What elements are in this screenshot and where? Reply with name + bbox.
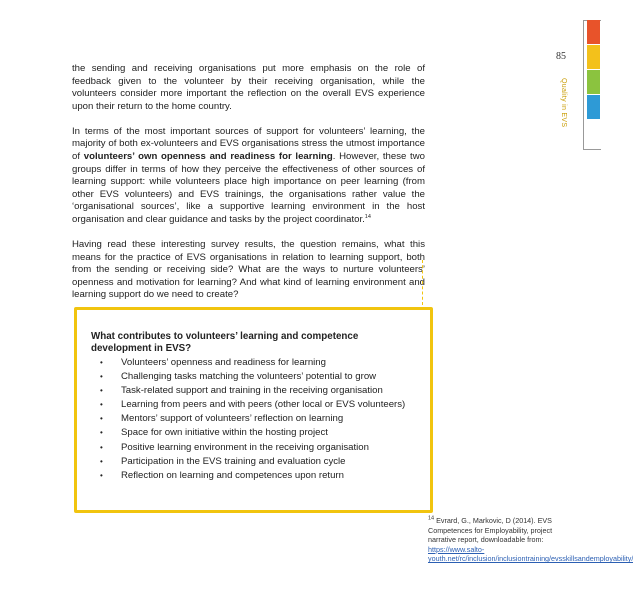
chapter-tab: [587, 95, 600, 119]
bullet-icon: •: [100, 386, 103, 396]
box-title: What contributes to volunteers’ learning and competence development in EVS?: [91, 331, 359, 354]
chapter-tab: [587, 120, 600, 144]
body-text: [72, 63, 425, 314]
footnote-link[interactable]: https://www.salto-youth.net/rc/inclusion/inclusiontraining/evsskillsandemployability/: [428, 544, 633, 564]
box-list-item: [100, 384, 405, 398]
side-label: Quality in EVS: [560, 78, 567, 128]
bullet-icon: •: [100, 400, 103, 410]
bullet-icon: •: [100, 358, 103, 367]
footnote: [428, 515, 633, 564]
footnote-ref[interactable]: 14: [364, 213, 371, 220]
box-list-item-text: Participation in the EVS training and evaluation cycle: [121, 455, 346, 467]
bullet-icon: •: [100, 372, 103, 382]
paragraph-3: Having read these interesting survey results, the question remains, what this means for the practice of EVS organisations in relation to learning support, both from the sending or receiving side? What are the ways to nurture volunteers’ openness and motivation for learning? And what kind of learning environment and learning support do we need to create?: [72, 238, 425, 301]
box-list-item-text: Task-related support and training in the receiving organisation: [121, 385, 383, 397]
bullet-icon: •: [100, 456, 103, 466]
box-list: [100, 356, 405, 483]
box-list-item: [100, 426, 405, 440]
box-list-item-text: Mentors’ support of volunteers’ reflection on learning: [121, 413, 344, 425]
footnote-number: 14: [428, 515, 435, 522]
bullet-icon: •: [100, 414, 103, 424]
box-list-item: [100, 469, 405, 483]
paragraph-2: In terms of the most important sources of support for volunteers’ learning, the majority of both ex-volunteers and EVS organisations stress the utmost importance of volunteers’ own openness and readiness for learning. However, these two groups differ in terms of how they perceive the effectiveness of other sources of learning support: while volunteers place high importance on peer learning (from other EVS volunteers) and EVS trainings, the organisations rather value the ‘organisational sources’, like a supportive learning environment in the host organisation and clear guidance and tasks by the project coordinator.$^{14}$: [72, 125, 425, 225]
box-list-item-text: Volunteers’ openness and readiness for learning: [121, 357, 326, 368]
box-list-item: [100, 455, 405, 469]
box-list-item: [100, 412, 405, 426]
box-list-item-text: Challenging tasks matching the volunteers’ potential to grow: [121, 371, 377, 383]
box-list-item-text: Learning from peers and with peers (other local or EVS volunteers): [121, 399, 406, 411]
box-list-item-text: Reflection on learning and competences upon return: [121, 469, 344, 481]
box-list-item-text: Space for own initiative within the hosting project: [121, 427, 328, 439]
chapter-tab: [587, 70, 600, 94]
paragraph-1: the sending and receiving organisations put more emphasis on the role of feedback given to the volunteer by their receiving organisation, while the volunteers consider more important the reflection on the overall EVS experience upon their return to the home country.: [72, 63, 425, 112]
box-list-item: [100, 370, 405, 384]
chapter-tab: [587, 20, 600, 44]
box-list-item: [100, 356, 405, 370]
chapter-tab: [587, 45, 600, 69]
footnote-text: Evrard, G., Markovic, D (2014). EVS Competences for Employability, project narrative report, downloadable from:: [428, 516, 553, 545]
frame-dash-right: [422, 260, 427, 305]
emphasis: volunteers’ own openness and readiness for learning: [83, 150, 333, 162]
bullet-icon: •: [100, 442, 103, 452]
box-list-item-text: Positive learning environment in the receiving organisation: [121, 441, 369, 453]
box-list-item: [100, 441, 405, 455]
bullet-icon: •: [100, 470, 103, 480]
page-number: 85: [556, 51, 566, 62]
box-list-item: [100, 398, 405, 412]
bullet-icon: •: [100, 428, 103, 438]
